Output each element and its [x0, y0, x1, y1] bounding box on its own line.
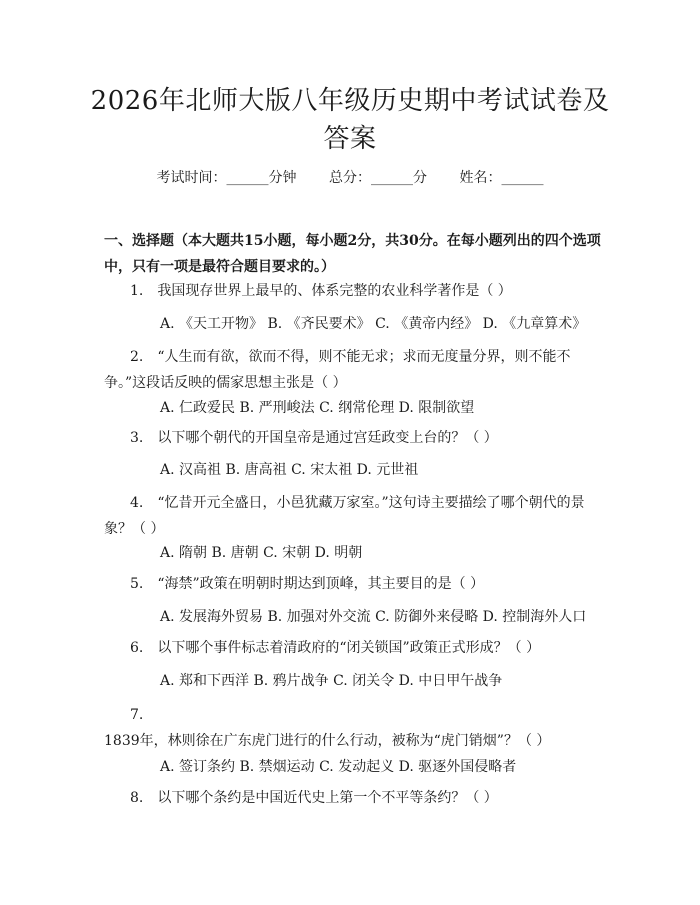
question-number: 3. [130, 430, 144, 446]
question-3 [104, 425, 600, 451]
question-5 [104, 571, 600, 597]
question-8 [104, 785, 600, 811]
question-5-options: A. 发展海外贸易 B. 加强对外交流 C. 防御外来侵略 D. 控制海外人口 [160, 609, 587, 625]
question-number: 4. [130, 495, 144, 511]
document-title: 2026年北师大版八年级历史期中考试试卷及答案 [90, 86, 610, 154]
question-7 [104, 702, 600, 754]
question-number: 5. [130, 576, 144, 592]
question-text: 1839年，林则徐在广东虎门进行的什么行动，被称为“虎门销烟”？（ ） [104, 733, 551, 749]
question-text: “海禁”政策在明朝时期达到顶峰，其主要目的是（ ） [157, 576, 485, 592]
question-3-options: A. 汉高祖 B. 唐高祖 C. 宋太祖 D. 元世祖 [160, 462, 419, 478]
question-text: 我国现存世界上最早的、体系完整的农业科学著作是（ ） [157, 283, 512, 299]
question-text: “忆昔开元全盛日，小邑犹藏万家室。”这句诗主要描绘了哪个朝代的景象？（ ） [104, 495, 585, 537]
question-4 [104, 490, 600, 542]
question-number: 1. [130, 283, 144, 299]
question-1 [104, 278, 600, 304]
question-6-options: A. 郑和下西洋 B. 鸦片战争 C. 闭关令 D. 中日甲午战争 [160, 673, 503, 689]
question-number: 7. [130, 707, 144, 723]
question-7-options: A. 签订条约 B. 禁烟运动 C. 发动起义 D. 驱逐外国侵略者 [160, 759, 517, 775]
question-number: 8. [130, 790, 144, 806]
question-text: 以下哪个朝代的开国皇帝是通过宫廷政变上台的？（ ） [157, 430, 498, 446]
question-1-options: A. 《天工开物》 B. 《齐民要术》 C. 《黄帝内经》 D. 《九章算术》 [160, 316, 587, 332]
exam-meta [0, 168, 700, 188]
question-2-options: A. 仁政爱民 B. 严刑峻法 C. 纲常伦理 D. 限制欲望 [160, 400, 475, 416]
question-number: 6. [130, 640, 144, 656]
total-score: 总分：______分 [329, 170, 427, 186]
question-text: “人生而有欲，欲而不得，则不能无求；求而无度量分界，则不能不争。”这段话反映的儒家思想主张是（ ） [104, 349, 571, 391]
question-4-options: A. 隋朝 B. 唐朝 C. 宋朝 D. 明朝 [160, 545, 363, 561]
student-name: 姓名：______ [459, 170, 544, 186]
question-text: 以下哪个条约是中国近代史上第一个不平等条约？（ ） [157, 790, 498, 806]
section-heading-choice: 一、选择题（本大题共15小题，每小题2分，共30分。在每小题列出的四个选项中，只有一项是最符合题目要求的。） [104, 233, 601, 275]
exam-time: 考试时间：______分钟 [156, 170, 297, 186]
question-2 [104, 344, 600, 396]
question-6 [104, 635, 600, 661]
question-text: 以下哪个事件标志着清政府的“闭关锁国”政策正式形成？（ ） [157, 640, 541, 656]
question-number: 2. [130, 349, 144, 365]
